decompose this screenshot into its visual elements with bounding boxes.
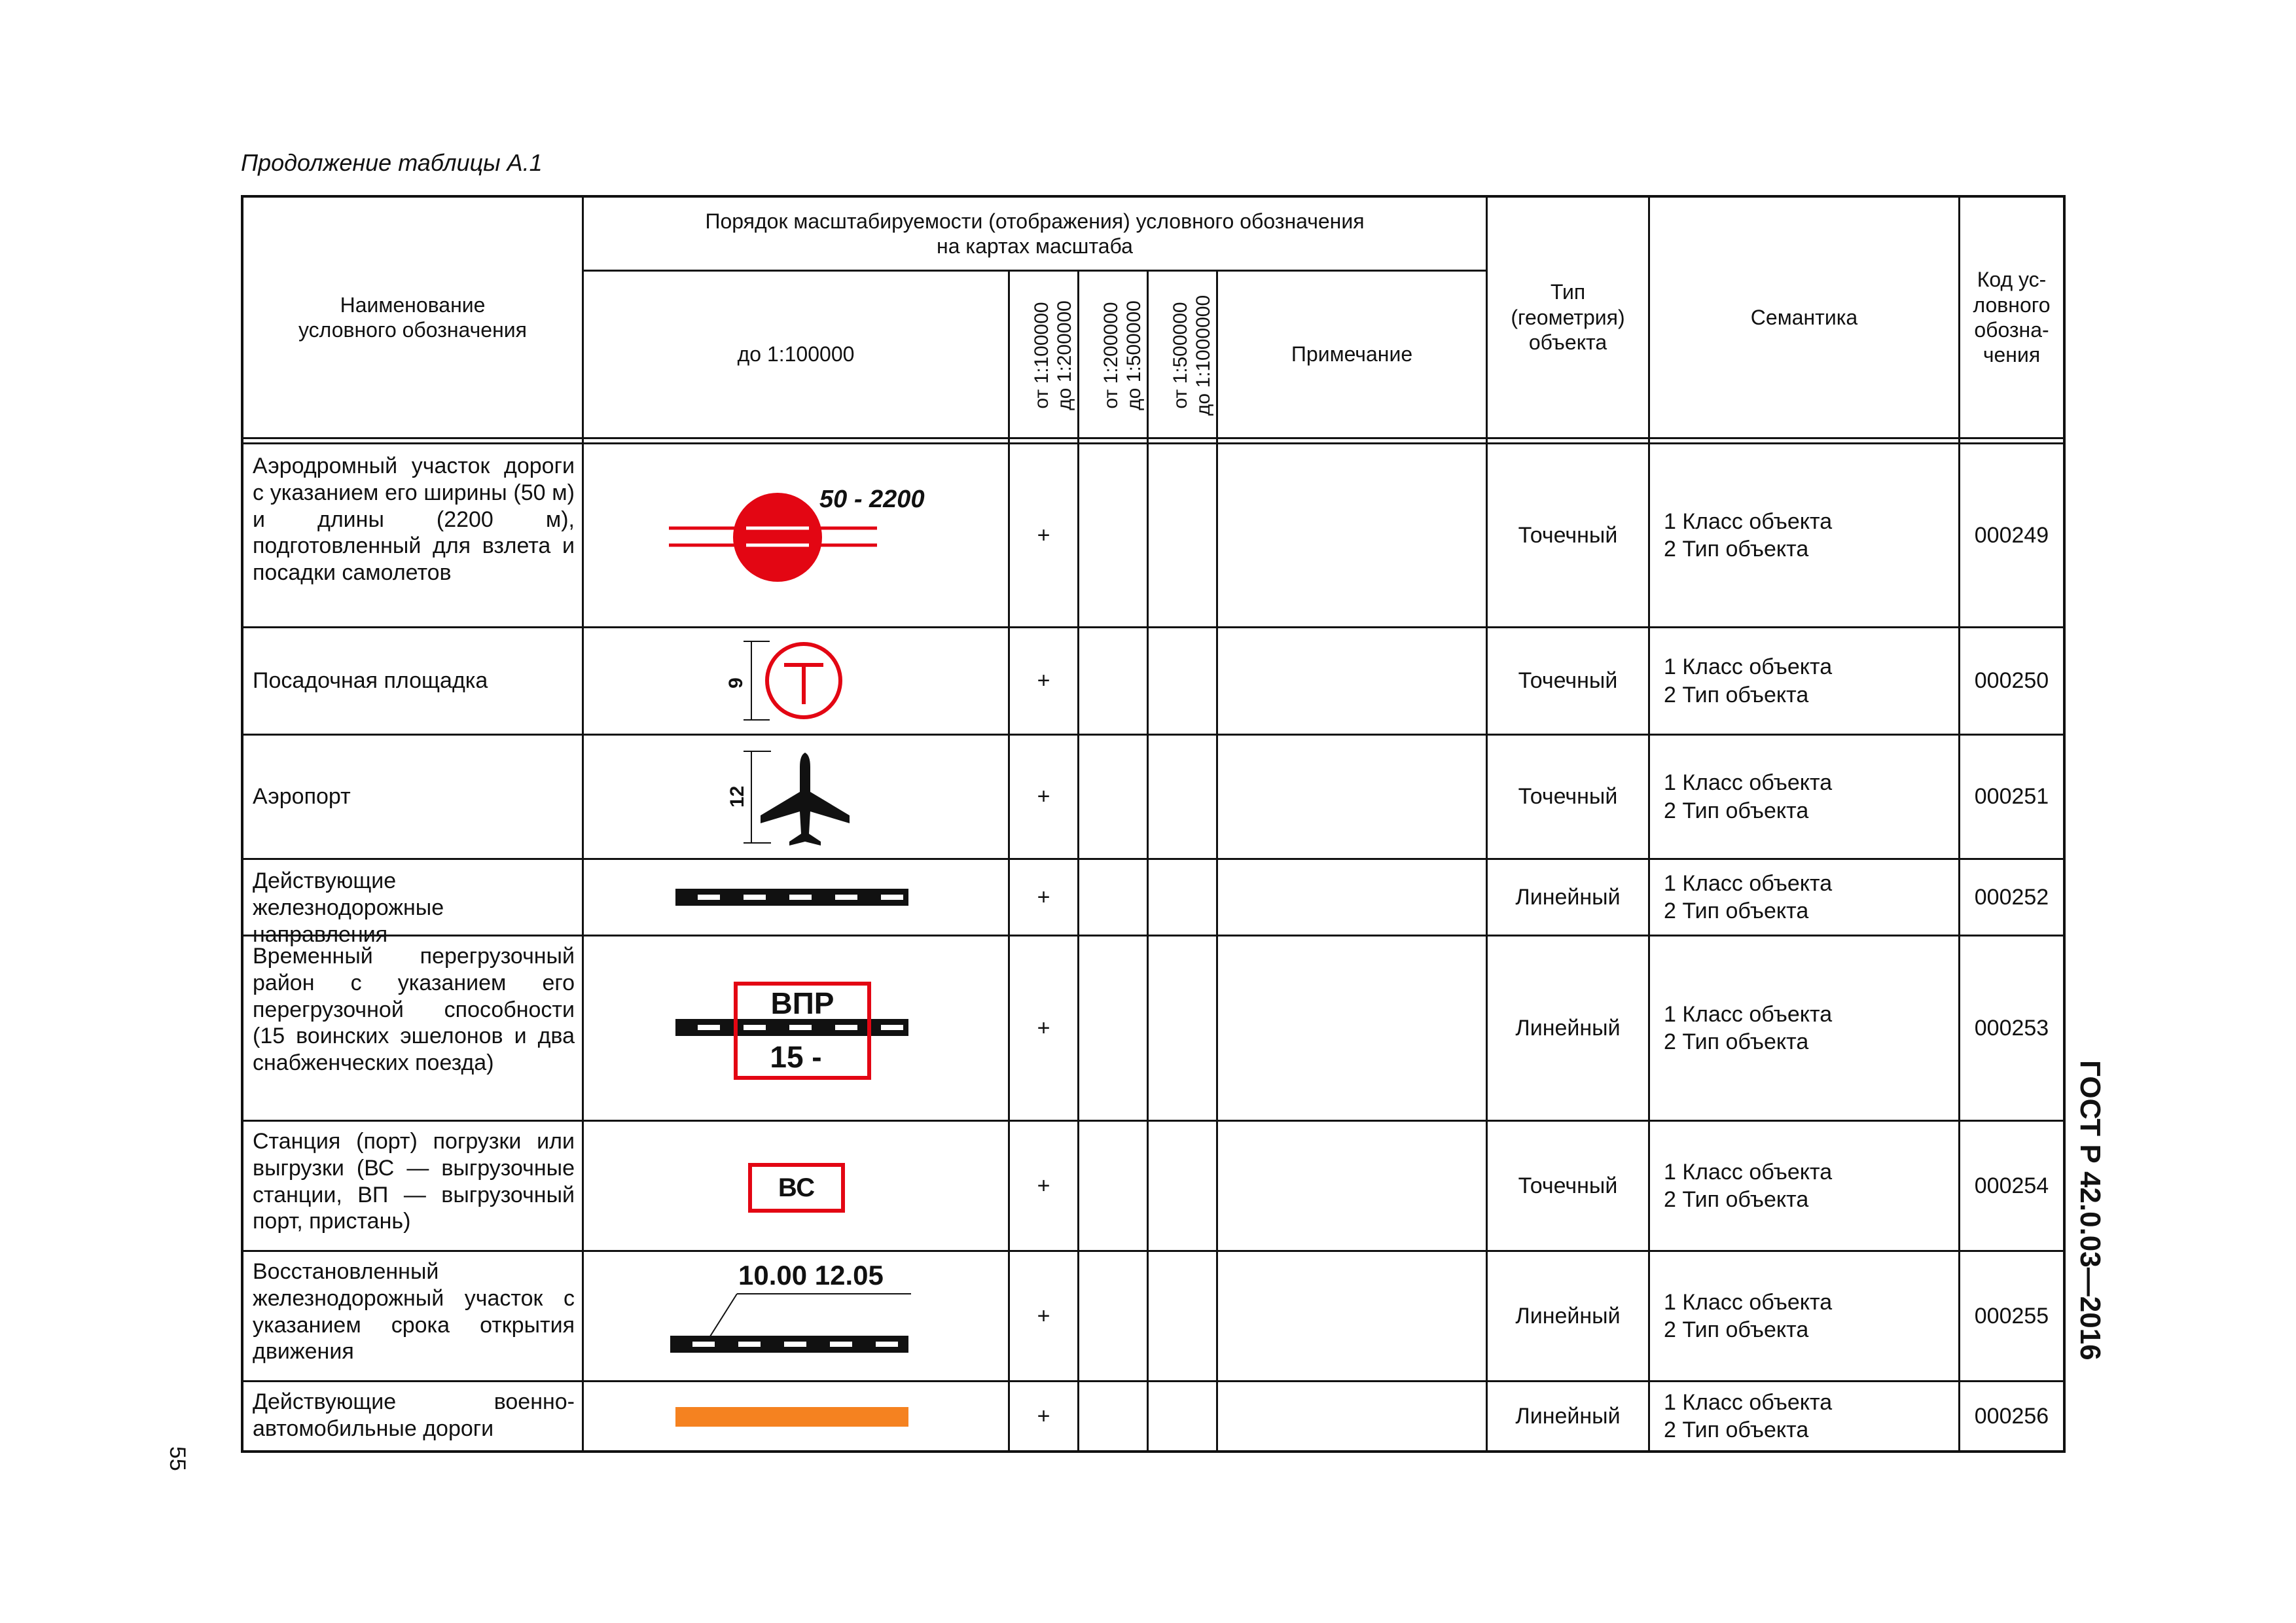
type-value: Линейный: [1515, 1403, 1621, 1429]
row-name: Временный перегрузочный район с указанием его перегрузочной способности (15 воинских эшелонов и два снабженческих поезда): [253, 944, 575, 1076]
semantics: [1664, 1382, 1952, 1450]
semantics-2: 2 Тип объекта: [1664, 1317, 1809, 1342]
symbol-loading-station: [584, 1122, 1008, 1250]
code-value: 000252: [1974, 884, 2049, 910]
semantics-2: 2 Тип объекта: [1664, 537, 1809, 562]
row-name: Восстановленный железнодорожный участок с указанием срока открытия движения: [253, 1259, 575, 1364]
semantics-2: 2 Тип объекта: [1664, 682, 1809, 707]
semantics: [1664, 628, 1952, 734]
semantics-2: 2 Тип объекта: [1664, 899, 1809, 923]
scale-mark: +: [1037, 1015, 1050, 1041]
symbol-restored-railway: [584, 1252, 1008, 1380]
dimension-label: 9: [725, 677, 747, 688]
type-value: Линейный: [1515, 1015, 1621, 1041]
scale-mark: +: [1037, 884, 1050, 910]
semantics-1: 1 Класс объекта: [1664, 508, 1833, 534]
type-value: Линейный: [1515, 884, 1621, 910]
semantics: [1664, 1122, 1952, 1250]
symbol-transshipment-area: [584, 936, 1008, 1120]
semantics: [1664, 860, 1952, 935]
symbol-label: 50 - 2200: [819, 486, 925, 513]
semantics-1: 1 Класс объекта: [1664, 654, 1833, 679]
scale-mark: +: [1037, 1403, 1050, 1429]
code-value: 000254: [1974, 1173, 2049, 1198]
type-value: Точечный: [1518, 1173, 1618, 1198]
code-value: 000251: [1974, 784, 2049, 810]
semantics-2: 2 Тип объекта: [1664, 798, 1809, 823]
header-note: Примечание: [1291, 342, 1413, 366]
symbol-label: 10.00 12.05: [738, 1260, 884, 1291]
symbol-airport: [584, 736, 1008, 858]
header-scale-4: от 1:500000 до 1:1000000: [1170, 294, 1214, 416]
symbol-landing-site: [584, 628, 1008, 734]
code-value: 000249: [1974, 522, 2049, 548]
semantics: [1664, 444, 1952, 626]
scale-mark: +: [1037, 1303, 1050, 1329]
header-scale-2: от 1:100000 до 1:200000: [1031, 300, 1075, 410]
semantics-2: 2 Тип объекта: [1664, 1418, 1809, 1442]
header-scale-3: от 1:200000 до 1:500000: [1100, 300, 1145, 410]
type-value: Точечный: [1518, 668, 1618, 694]
type-value: Линейный: [1515, 1303, 1621, 1329]
semantics-1: 1 Класс объекта: [1664, 1001, 1833, 1027]
header-scale-3-cell: [1079, 272, 1147, 437]
document-code: ГОСТ Р 42.0.03—2016: [2074, 1060, 2106, 1361]
symbols-table: [241, 195, 2066, 1453]
header-scale-group: Порядок масштабируемости (отображения) условного обозначения на картах масштаба: [705, 209, 1365, 258]
row-name: Посадочная площадка: [253, 668, 488, 694]
row-name: Аэродромный участок дороги с указанием его ширины (50 м) и длины (2200 м), подготовленный для взлета и посадки самолетов: [253, 454, 575, 586]
row-name: Действующие военно-автомобильные дороги: [253, 1389, 575, 1441]
semantics-1: 1 Класс объекта: [1664, 1289, 1833, 1315]
code-value: 000256: [1974, 1403, 2049, 1429]
scale-mark: +: [1037, 784, 1050, 810]
scale-mark: +: [1037, 522, 1050, 548]
scale-mark: +: [1037, 1173, 1050, 1198]
semantics-1: 1 Класс объекта: [1664, 870, 1833, 896]
code-value: 000255: [1974, 1303, 2049, 1329]
header-scale-4-cell: [1149, 272, 1216, 437]
semantics: [1664, 736, 1952, 858]
type-value: Точечный: [1518, 522, 1618, 548]
symbol-airfield-road: [584, 444, 1008, 626]
code-value: 000250: [1974, 668, 2049, 694]
symbol-label-bottom: 15 -: [770, 1040, 822, 1074]
semantics-1: 1 Класс объекта: [1664, 1389, 1833, 1415]
header-code: Код ус- ловного обозна- чения: [1973, 268, 2051, 367]
scale-mark: +: [1037, 668, 1050, 694]
semantics-1: 1 Класс объекта: [1664, 770, 1833, 795]
header-name: Наименование условного обозначения: [298, 293, 527, 342]
table-caption: Продолжение таблицы А.1: [241, 149, 543, 176]
semantics-1: 1 Класс объекта: [1664, 1159, 1833, 1185]
symbol-label-top: ВПР: [770, 986, 834, 1020]
header-scale-1: до 1:100000: [737, 342, 855, 366]
row-name: Аэропорт: [253, 784, 351, 810]
semantics: [1664, 936, 1952, 1120]
code-value: 000253: [1974, 1015, 2049, 1041]
type-value: Точечный: [1518, 784, 1618, 810]
semantics-2: 2 Тип объекта: [1664, 1187, 1809, 1212]
semantics-2: 2 Тип объекта: [1664, 1029, 1809, 1054]
header-scale-2-cell: [1010, 272, 1077, 437]
page-number: 55: [165, 1446, 190, 1471]
row-name: Станция (порт) погрузки или выгрузки (ВС — выгрузочные станции, ВП — выгрузочный порт, пристань): [253, 1129, 575, 1234]
symbol-railway: [584, 860, 1008, 935]
symbol-military-road: [584, 1382, 1008, 1450]
dimension-label: 12: [726, 785, 748, 808]
symbol-label: ВС: [778, 1173, 816, 1202]
row-name: Действующие железнодорожные направления: [253, 868, 444, 947]
header-type: Тип (геометрия) объекта: [1511, 280, 1625, 355]
semantics: [1664, 1252, 1952, 1380]
header-semantics: Семантика: [1750, 305, 1858, 329]
